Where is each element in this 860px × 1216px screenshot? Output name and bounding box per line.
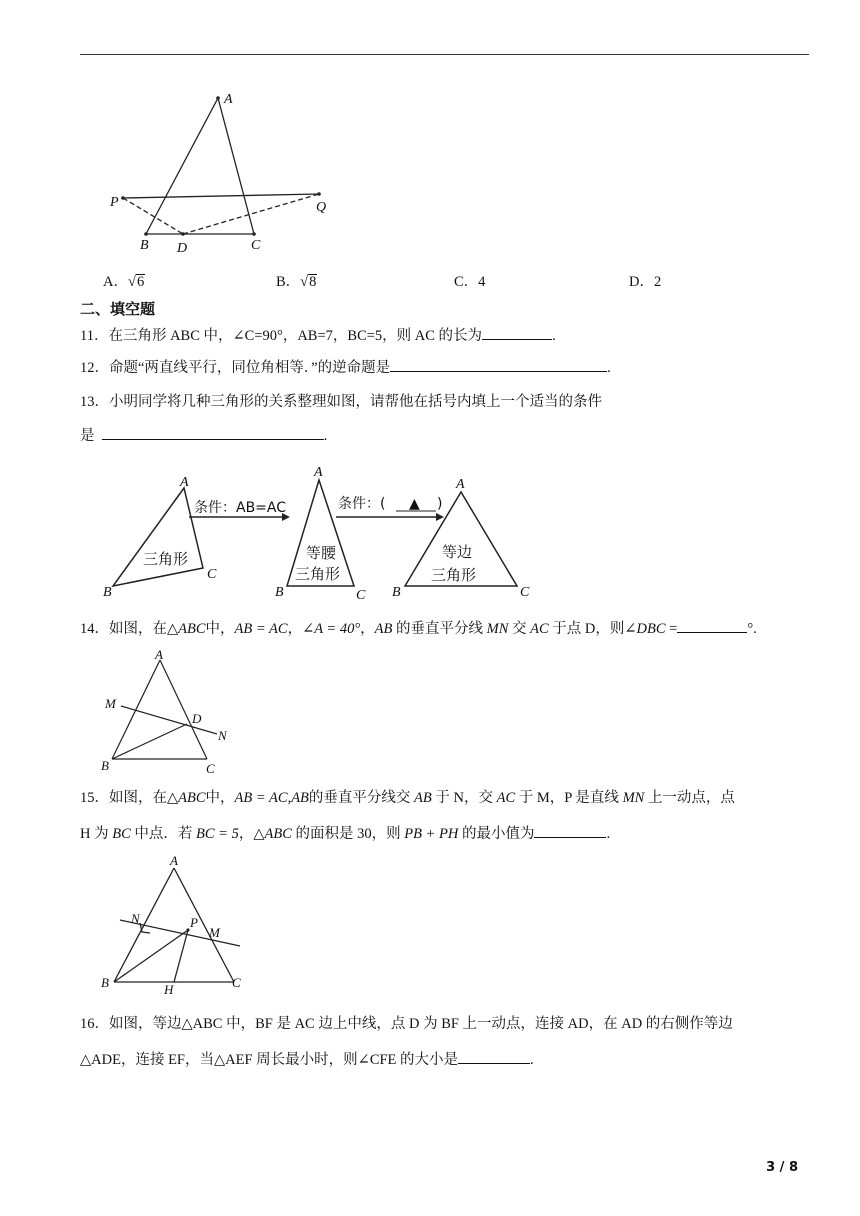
label-q: Q [316,200,327,215]
label-c: C [520,585,530,600]
question-end: . [530,1052,534,1068]
label-isosceles-1: 等腰 [306,544,337,562]
label-a: A [224,92,233,107]
label-m: M [105,696,116,711]
label-b: B [101,758,109,773]
question-text: 于点 D，则∠ [548,621,637,637]
label-b: B [275,585,284,600]
label-d: D [192,711,202,726]
option-letter: C． [454,274,479,290]
label-b: B [140,238,149,253]
option-c [454,270,485,291]
answer-blank[interactable] [102,426,324,440]
option-letter: D． [629,274,654,290]
label-p: P [110,195,119,210]
condition-2-prefix: 条件：( [338,496,386,512]
math: DBC [636,621,666,637]
question-end: . [323,428,328,444]
question-text: 的垂直平分线交 [308,790,415,806]
label-c: C [232,975,241,990]
figure-q10 [100,88,340,260]
question-15-line1 [80,788,735,808]
math: BC [112,826,131,842]
figure-q15 [98,852,248,994]
label-d: D [177,241,188,256]
label-h: H [164,982,174,994]
question-11 [80,326,556,346]
question-end: . [606,826,611,842]
question-text: 交 [508,621,531,637]
answer-blank[interactable] [534,824,606,838]
option-d [629,270,661,291]
question-end: . [552,328,556,344]
option-letter: A． [103,274,128,290]
label-c: C [356,588,366,603]
math: ABC [178,790,206,806]
answer-blank[interactable] [390,358,607,372]
option-value: 2 [653,274,662,290]
question-text: 的面积是 30，则 [291,826,405,842]
label-b: B [101,975,109,990]
math: PB + PH [404,826,459,842]
label-n: N [218,728,227,743]
question-12 [80,358,611,378]
label-a: A [314,465,323,480]
label-b: B [103,585,112,600]
math: AB [374,621,393,637]
math: AB = AC,AB [234,790,309,806]
question-text: 15．如图，在△ [80,790,179,806]
label-a: A [155,648,163,662]
question-text: ，△ [238,826,265,842]
sqrt-sign: √ [127,274,136,290]
option-value: 8 [309,274,317,290]
math: MN [622,790,645,806]
question-text: 12．命题“两直线平行，同位角相等．”的逆命题是 [80,360,391,376]
math: MN [486,621,509,637]
answer-blank[interactable] [458,1050,530,1064]
math: AC [496,790,516,806]
figure-q13 [96,460,546,608]
figure-q14 [100,648,240,780]
math: AB = AC [234,621,288,637]
header-rule [80,54,809,55]
question-text: 是 [80,428,95,444]
question-text: ， [360,621,375,637]
section-title: 二、填空题 [80,300,156,318]
label-b: B [392,585,401,600]
math: ABC [264,826,292,842]
math: AB [414,790,432,806]
label-a: A [180,475,189,490]
option-a [103,270,145,291]
answer-blank[interactable] [482,326,552,340]
question-text: 于 N，交 [431,790,497,806]
label-isosceles-2: 三角形 [295,565,341,583]
label-c: C [206,761,215,776]
question-15-line2 [80,824,610,844]
math: AC [530,621,549,637]
question-text: 11．在三角形 ABC 中，∠C=90°，AB=7，BC=5，则 AC 的长为 [80,328,483,344]
question-text: H 为 [80,826,113,842]
question-text: ， [287,621,303,637]
option-value: 4 [478,274,486,290]
math: ∠A = 40° [302,621,361,637]
condition-2-suffix: ) [437,496,443,512]
question-14 [80,619,757,639]
math: BC = 5 [196,826,239,842]
question-text: 的最小值为 [458,826,535,842]
label-equilateral-2: 三角形 [431,566,477,584]
condition-1: 条件：AB=AC [194,500,287,516]
question-end: °. [747,621,757,637]
question-text: △ADE，连接 EF，当△AEF 周长最小时，则∠CFE 的大小是 [80,1052,459,1068]
label-equilateral-1: 等边 [442,543,473,561]
label-c: C [251,238,261,253]
question-16-line1: 16．如图，等边△ABC 中，BF 是 AC 边上中线，点 D 为 BF 上一动点，连接 AD，在 AD 的右侧作等边 [80,1016,733,1032]
question-text: 上一动点，点 [644,790,735,806]
label-a: A [456,477,465,492]
option-letter: B． [276,274,301,290]
sqrt-sign: √ [300,274,309,290]
label-triangle: 三角形 [143,550,189,568]
question-text: = [665,621,678,637]
label-c: C [207,567,217,582]
question-13-line1: 13．小明同学将几种三角形的关系整理如图，请帮他在括号内填上一个适当的条件 [80,394,602,410]
question-text: 的垂直平分线 [392,621,487,637]
math: ABC [178,621,206,637]
question-text: 于 M，P 是直线 [515,790,623,806]
question-13-line2 [80,426,327,446]
question-text: 中点．若 [130,826,197,842]
question-text: 中， [205,621,235,637]
label-a: A [170,853,178,868]
condition-2-mark: ▲ [409,496,420,512]
question-end: . [607,360,611,376]
label-m: M [209,925,220,940]
option-b [276,270,317,291]
question-text: 中， [205,790,235,806]
question-text: 14．如图，在△ [80,621,179,637]
label-n: N [131,911,140,926]
label-p: P [190,915,198,930]
option-value: 6 [136,274,145,290]
page-number: 3 / 8 [766,1160,798,1175]
answer-blank[interactable] [677,619,747,633]
question-16-line2 [80,1050,534,1070]
